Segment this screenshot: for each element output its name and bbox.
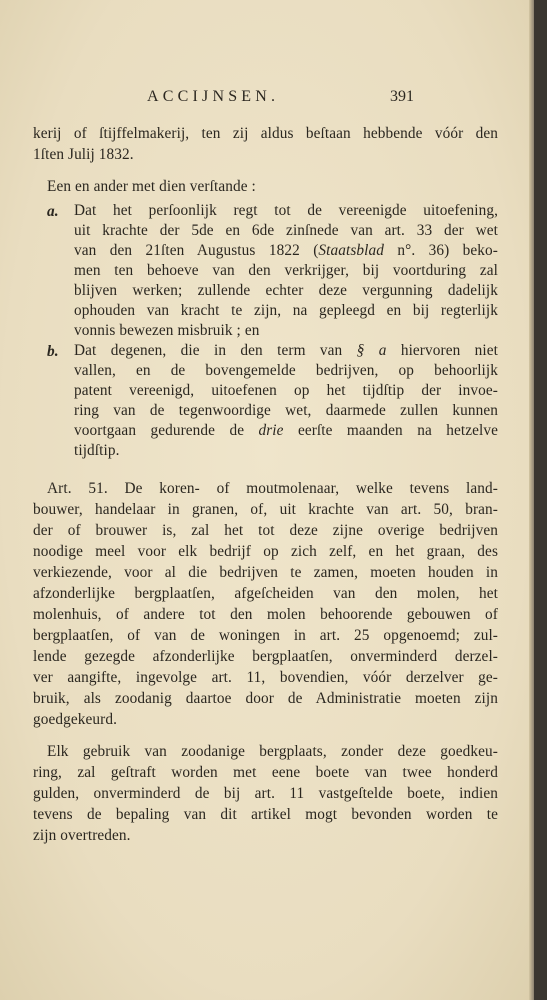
body-line: kerij of ſtijffelmakerij, ten zij aldus beſtaan hebbende vóór den: [33, 125, 498, 142]
page-number: 391: [390, 88, 414, 105]
article-51-line: molenhuis, of andere tot den molen behoorende gebouwen of: [33, 606, 498, 623]
article-51-line: lende gezegde afzonderlijke bergplaatſen, onverminderd derzel-: [33, 648, 498, 665]
penalty-line: ring, zal geſtraft worden met eene boete van twee honderd: [33, 764, 498, 781]
article-51-line: Art. 51. De koren- of moutmolenaar, welke tevens land-: [47, 480, 498, 497]
item-a-line: Dat het perſoonlijk regt tot de vereenigde uitoefening,: [74, 202, 498, 219]
item-b-line: vallen, en de bovengemelde bedrijven, op behoorlijk: [74, 362, 498, 379]
item-b-line: tijdſtip.: [74, 442, 120, 459]
clause-intro: Een en ander met dien verſtande :: [47, 178, 256, 195]
item-a-line: men ten behoeve van den verkrijger, bij voortduring zal: [74, 262, 498, 279]
article-51-line: ver aangifte, ingevolge art. 11, bovendien, vóór derzelver ge-: [33, 669, 498, 686]
item-a-line: uit krachte der 5de en 6de zinſnede van art. 33 der wet: [74, 222, 498, 239]
article-51-line: der of brouwer is, zal het tot deze zijne overige bedrijven: [33, 522, 498, 539]
article-51-line: bruik, als zoodanig daartoe door de Administratie moeten zijn: [33, 690, 498, 707]
penalty-line: Elk gebruik van zoodanige bergplaats, zonder deze goedkeu-: [47, 743, 498, 760]
article-51-line: goedgekeurd.: [33, 711, 118, 728]
item-b-line: voortgaan gedurende de drie eerſte maanden na hetzelve: [74, 422, 498, 439]
item-b-line: patent vereenigd, uitoefenen op het tijdſtip der invoe-: [74, 382, 498, 399]
article-51-line: afzonderlijke bergplaatſen, afgeſcheiden van den molen, het: [33, 585, 498, 602]
item-a-line: blijven werken; zullende echter deze vergunning dadelijk: [74, 282, 498, 299]
article-51-line: bergplaatſen, of van de woningen in art. 25 opgenoemd; zul-: [33, 627, 498, 644]
page-edge-shadow: [529, 0, 534, 1000]
item-b-line: ring van de tegenwoordige wet, daarmede zullen kunnen: [74, 402, 498, 419]
item-marker-a: a.: [47, 203, 59, 220]
page-header: [0, 88, 532, 110]
article-51-line: bouwer, handelaar in granen, of, uit krachte van art. 50, bran-: [33, 501, 498, 518]
article-51-line: noodige meel voor elk bedrijf op zich zelf, en het graan, des: [33, 543, 498, 560]
item-a-line: ophouden van kracht te zijn, na gepleegd en bij regterlijk: [74, 302, 498, 319]
body-line: 1ſten Julij 1832.: [33, 146, 134, 163]
item-marker-b: b.: [47, 343, 59, 360]
penalty-line: zijn overtreden.: [33, 827, 131, 844]
item-a-line: van den 21ſten Augustus 1822 (Staatsblad n°. 36) beko-: [74, 242, 498, 259]
running-title: ACCIJNSEN.: [147, 88, 280, 105]
article-51-line: verkiezende, voor al die bedrijven te zamen, moeten houden in: [33, 564, 498, 581]
item-a-line: vonnis bewezen misbruik ; en: [74, 322, 260, 339]
penalty-line: gulden, onverminderd de bij art. 11 vastgeſtelde boete, indien: [33, 785, 498, 802]
penalty-line: tevens de bepaling van dit artikel mogt bevonden worden te: [33, 806, 498, 823]
item-b-line: Dat degenen, die in den term van § a hiervoren niet: [74, 342, 499, 359]
